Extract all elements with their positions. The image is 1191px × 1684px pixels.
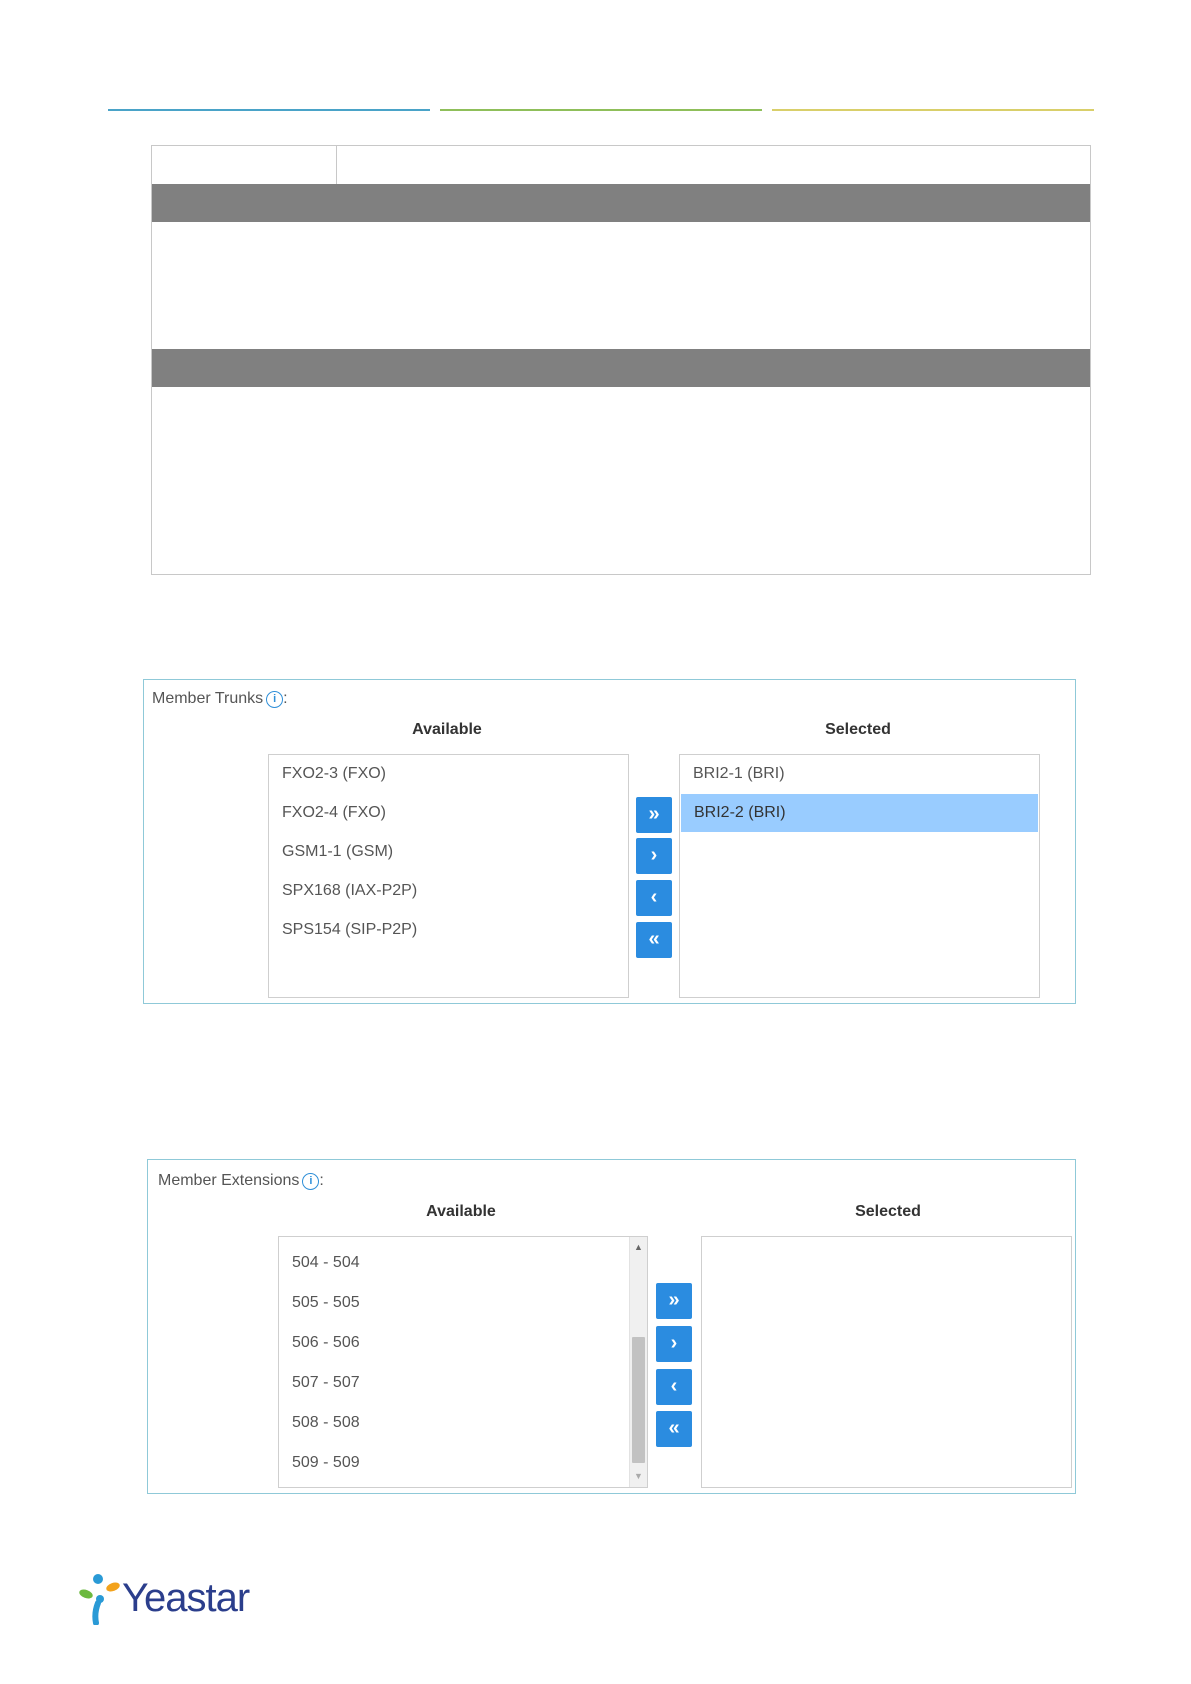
table-header-cell <box>152 146 337 184</box>
member-extensions-label: Member Extensions <box>158 1172 300 1189</box>
available-heading: Available <box>426 1203 496 1220</box>
member-extensions-panel <box>147 1159 1076 1494</box>
list-item[interactable]: SPX168 (IAX-P2P) <box>282 882 418 899</box>
list-item[interactable]: BRI2-1 (BRI) <box>693 765 785 782</box>
header-rule-green <box>440 109 762 111</box>
header-rule-yellow <box>772 109 1094 111</box>
list-item[interactable]: GSM1-1 (GSM) <box>282 843 394 860</box>
member-trunks-title <box>152 690 288 708</box>
list-item[interactable]: 508 - 508 <box>292 1414 360 1431</box>
member-trunks-label: Member Trunks <box>152 690 264 707</box>
add-button[interactable]: › <box>656 1326 692 1362</box>
list-item[interactable]: 507 - 507 <box>292 1374 360 1391</box>
selected-trunks-list[interactable] <box>679 754 1040 998</box>
add-button[interactable]: › <box>636 838 672 874</box>
add-all-button[interactable]: » <box>636 797 672 833</box>
remove-button[interactable]: ‹ <box>636 880 672 916</box>
yeastar-logo <box>78 1573 258 1629</box>
list-item[interactable]: 505 - 505 <box>292 1294 360 1311</box>
list-item[interactable]: 504 - 504 <box>292 1254 360 1271</box>
logo-wordmark: Yeastar <box>122 1576 250 1620</box>
table-header-row <box>152 146 1090 184</box>
header-rule-blue <box>108 109 430 111</box>
available-heading: Available <box>412 721 482 738</box>
table-section-band <box>152 349 1090 387</box>
selected-heading: Selected <box>855 1203 921 1220</box>
table-section-band <box>152 184 1090 222</box>
info-icon[interactable]: i <box>302 1173 319 1190</box>
available-extensions-list[interactable] <box>278 1236 648 1488</box>
list-item[interactable]: 509 - 509 <box>292 1454 360 1471</box>
list-item[interactable]: 506 - 506 <box>292 1334 360 1351</box>
title-colon: : <box>319 1172 324 1189</box>
remove-button[interactable]: ‹ <box>656 1369 692 1405</box>
title-colon: : <box>283 690 288 707</box>
member-extensions-title <box>158 1172 324 1190</box>
list-item-selected[interactable]: BRI2-2 (BRI) <box>681 794 1038 832</box>
remove-all-button[interactable]: « <box>636 922 672 958</box>
info-icon[interactable]: i <box>266 691 283 708</box>
parameter-table <box>151 145 1091 575</box>
available-trunks-list[interactable] <box>268 754 629 998</box>
selected-heading: Selected <box>825 721 891 738</box>
list-item[interactable]: FXO2-4 (FXO) <box>282 804 387 821</box>
list-item[interactable]: FXO2-3 (FXO) <box>282 765 387 782</box>
member-trunks-panel <box>143 679 1076 1004</box>
selected-extensions-list[interactable] <box>701 1236 1072 1488</box>
scroll-thumb[interactable] <box>632 1337 645 1463</box>
scroll-up-arrow-icon[interactable]: ▲ <box>634 1242 643 1252</box>
yeastar-mark-icon <box>78 1573 122 1625</box>
scroll-down-arrow-icon[interactable]: ▼ <box>634 1471 643 1481</box>
list-item[interactable]: SPS154 (SIP-P2P) <box>282 921 418 938</box>
remove-all-button[interactable]: « <box>656 1411 692 1447</box>
list-scrollbar[interactable] <box>629 1237 647 1487</box>
add-all-button[interactable]: » <box>656 1283 692 1319</box>
